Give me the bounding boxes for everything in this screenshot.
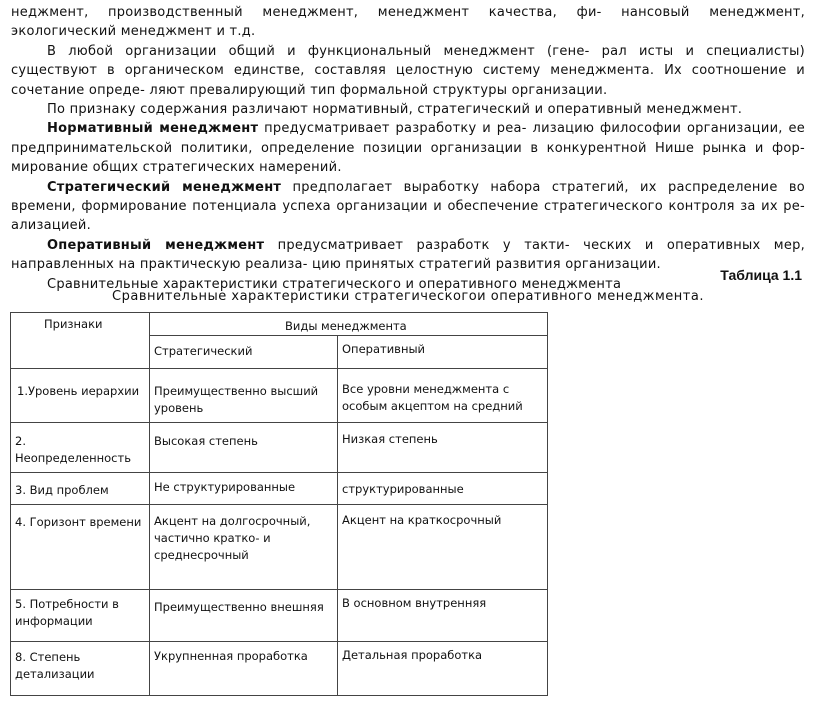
row-feature: 1.Уровень иерархии	[11, 369, 150, 423]
row-operative: Все уровни менеджмента с особым акцептом на средний	[338, 369, 548, 423]
paragraph-text: предусматривает разработку и реа- лизацию философии организации, ее предпринимательской политики, определение позиции организации в конкурентной Нише рынка и фор- мирование общих стратегических намерений.	[11, 121, 805, 176]
row-operative: Детальная проработка	[338, 642, 548, 696]
paragraph-general-functional	[11, 42, 805, 100]
row-feature: 4. Горизонт времени	[11, 505, 150, 590]
table-row	[11, 423, 548, 473]
table-row	[11, 590, 548, 642]
paragraph-normative	[11, 119, 805, 177]
term-operative: Оперативный менеджмент	[47, 237, 265, 253]
paragraph-operative	[11, 236, 805, 275]
row-feature: 2. Неопределенность	[11, 423, 150, 473]
row-operative: В основном внутренняя	[338, 590, 548, 642]
table-caption: Сравнительные характеристики стратегическогои оперативного менеджмента.	[112, 289, 704, 304]
paragraph-text: неджмент, производственный менеджмент, менеджмент качества, фи- нансовый менеджмент, экологический менеджмент и т.д.	[11, 5, 805, 40]
table-row	[11, 642, 548, 696]
table-number: Таблица 1.1	[720, 267, 802, 283]
table-row	[11, 473, 548, 505]
row-feature: 5. Потребности в информации	[11, 590, 150, 642]
term-strategic: Стратегический менеджмент	[47, 179, 282, 195]
comparison-table	[10, 312, 548, 696]
paragraph-text: предусматривает разработк у такти- ческих и оперативных мер, направленных на практическую реализа- цию принятых стратегий развития организации.	[11, 237, 805, 273]
row-strategic: Акцент на долгосрочный, частично кратко- и среднесрочный	[150, 505, 338, 590]
row-strategic: Высокая степень	[150, 423, 338, 473]
table-row	[11, 505, 548, 590]
row-operative: Акцент на краткосрочный	[338, 505, 548, 590]
row-feature: 3. Вид проблем	[11, 473, 150, 505]
paragraph-text: Сравнительные характеристики стратегического и оперативного менеджмента	[47, 276, 622, 292]
paragraph-strategic	[11, 178, 805, 236]
header-management-types: Виды менеджмента	[150, 313, 548, 336]
paragraph-management-types-tail	[11, 3, 805, 42]
row-strategic: Укрупненная проработка	[150, 642, 338, 696]
paragraph-text: предполагает выработку набора стратегий, их распределение во времени, формирование потенциала успеха организации и обеспечение стратегического контроля за их ре- ализацией.	[11, 179, 805, 234]
table-row	[11, 369, 548, 423]
term-normative: Нормативный менеджмент	[47, 121, 259, 137]
header-features: Признаки	[11, 313, 150, 369]
row-strategic: Преимущественно внешняя	[150, 590, 338, 642]
row-operative: Низкая степень	[338, 423, 548, 473]
paragraph-content-types	[11, 100, 805, 119]
row-strategic: Не структурированные	[150, 473, 338, 505]
paragraph-text: В любой организации общий и функциональный менеджмент (гене- рал исты и специалисты) существуют в органическом единстве, составляя целостную систему менеджмента. Их соотношение и сочетание опреде- ляют превалирующий тип формальной структуры организации.	[11, 43, 805, 98]
paragraph-text: По признаку содержания различают нормативный, стратегический и оперативный менеджмент.	[47, 102, 743, 118]
table-header-row	[11, 313, 548, 336]
row-feature: 8. Степень детализации	[11, 642, 150, 696]
row-strategic: Преимущественно высший уровень	[150, 369, 338, 423]
document-body	[11, 3, 805, 294]
header-strategic: Стратегический	[150, 336, 338, 369]
header-operative: Оперативный	[338, 336, 548, 369]
row-operative: структурированные	[338, 473, 548, 505]
